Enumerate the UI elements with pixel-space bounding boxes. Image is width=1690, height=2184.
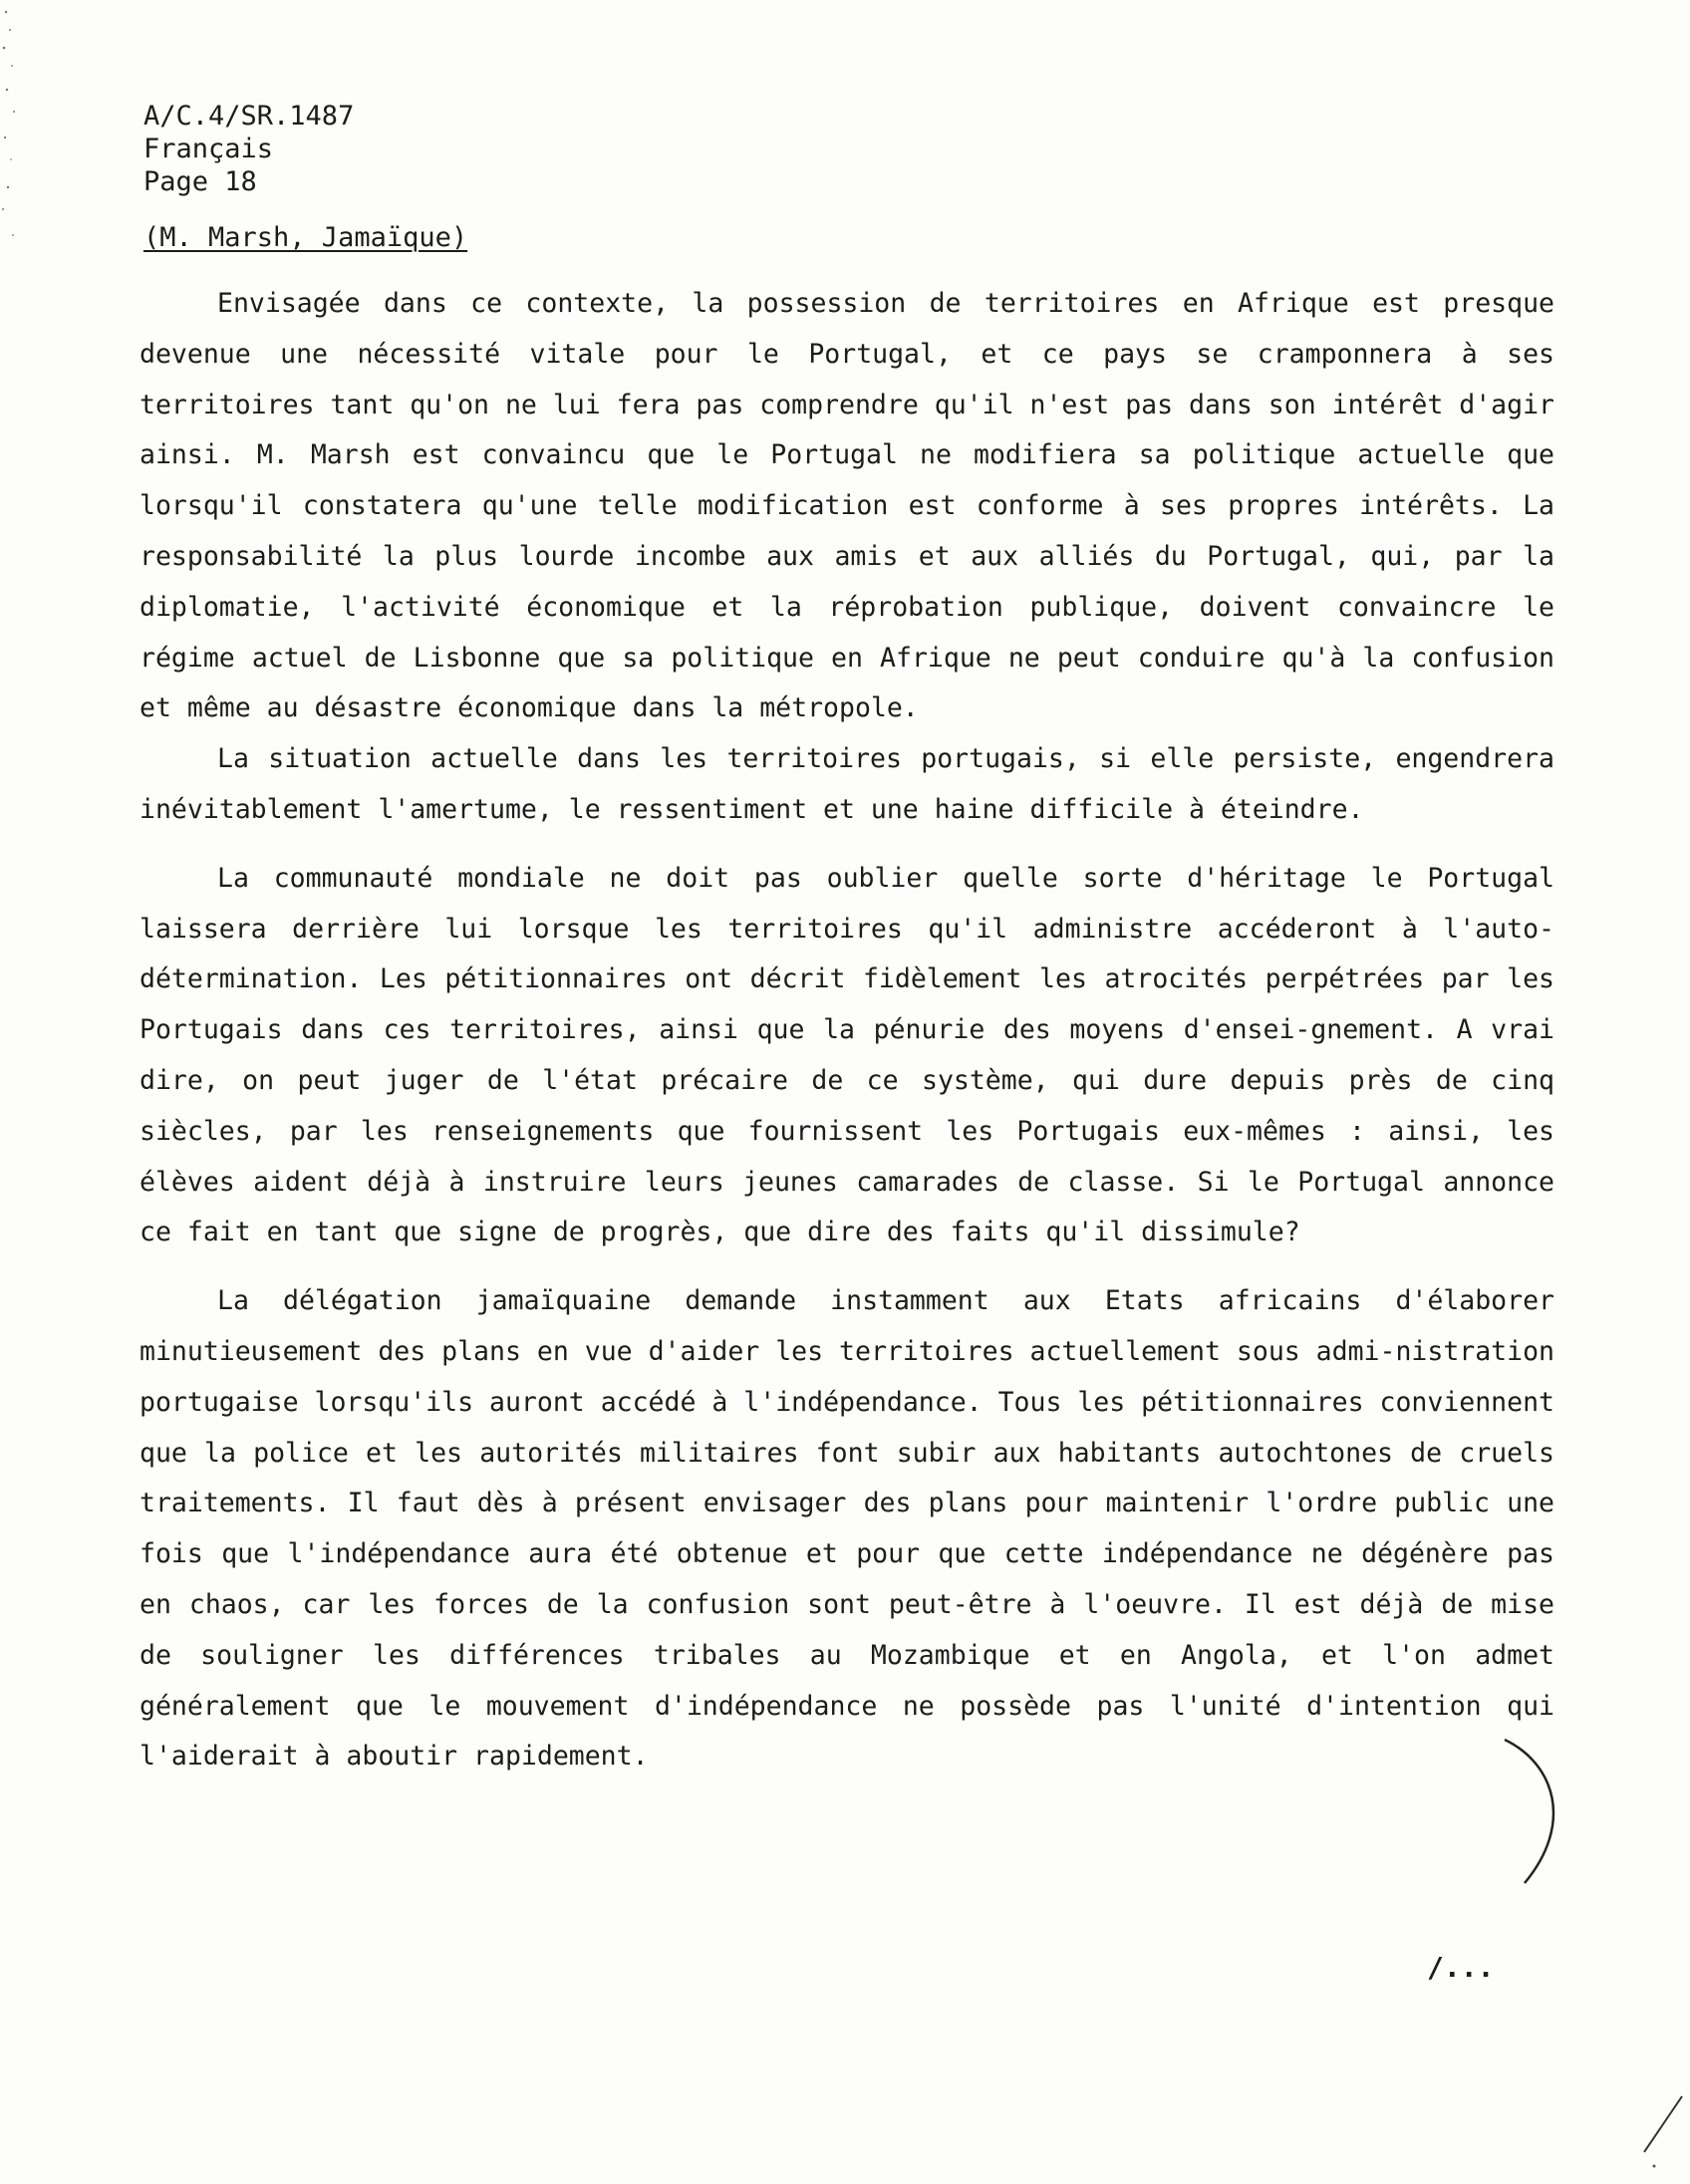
scan-margin-noise: [0, 0, 30, 259]
margin-bracket-mark: [1495, 1734, 1574, 1893]
continuation-mark: /...: [1427, 1951, 1495, 1984]
paragraph-4: La délégation jamaïquaine demande instamment aux Etats africains d'élaborer minutieusement des plans en vue d'aider les territoires actuellement sous admi-nistration portugaise lorsqu'ils auront accédé à l'indépendance. Tous les pétitionnaires conviennent que la police et les autorités militaires font subir aux habitants autochtones de cruels traitements. Il faut dès à présent envisager des plans pour maintenir l'ordre public une fois que l'indépendance aura été obtenue et pour que cette indépendance ne dégénère pas en chaos, car les forces de la confusion sont peut-être à l'oeuvre. Il est déjà de mise de souligner les différences tribales au Mozambique et en Angola, et l'on admet généralement que le mouvement d'indépendance ne possède pas l'unité d'intention qui l'aiderait à aboutir rapidement.: [140, 1285, 1554, 1773]
speaker-attribution: (M. Marsh, Jamaïque): [143, 222, 468, 253]
page-number: Page 18: [143, 166, 257, 197]
paragraph-2: La situation actuelle dans les territoires portugais, si elle persiste, engendrera inévitablement l'amertume, le ressentiment et une haine difficile à éteindre.: [140, 743, 1554, 825]
paragraph-3: La communauté mondiale ne doit pas oublier quelle sorte d'héritage le Portugal laissera derrière lui lorsque les territoires qu'il administre accéderont à l'auto-détermination. Les pétitionnaires ont décrit fidèlement les atrocités perpétrées par les Portugais dans ces territoires, ainsi que la pénurie des moyens d'ensei-gnement. A vrai dire, on peut juger de l'état précaire de ce système, qui dure depuis près de cinq siècles, par les renseignements que fournissent les Portugais eux-mêmes : ainsi, les élèves aident déjà à instruire leurs jeunes camarades de classe. Si le Portugal annonce ce fait en tant que signe de progrès, que dire des faits qu'il dissimule?: [140, 862, 1554, 1248]
document-header: [143, 100, 354, 198]
paragraph-1: Envisagée dans ce contexte, la possession de territoires en Afrique est presque devenue une nécessité vitale pour le Portugal, et ce pays se cramponnera à ses territoires tant qu'on ne lui fera pas comprendre qu'il n'est pas dans son intérêt d'agir ainsi. M. Marsh est convaincu que le Portugal ne modifiera sa politique actuelle que lorsqu'il constatera qu'une telle modification est conforme à ses propres intérêts. La responsabilité la plus lourde incombe aux amis et aux alliés du Portugal, qui, par la diplomatie, l'activité économique et la réprobation publique, doivent convaincre le régime actuel de Lisbonne que sa politique en Afrique ne peut conduire qu'à la confusion et même au désastre économique dans la métropole.: [140, 288, 1554, 724]
corner-pen-stroke: [1634, 2092, 1684, 2172]
document-body: [140, 279, 1554, 1782]
document-symbol: A/C.4/SR.1487: [143, 101, 355, 132]
document-language: Français: [143, 134, 274, 164]
